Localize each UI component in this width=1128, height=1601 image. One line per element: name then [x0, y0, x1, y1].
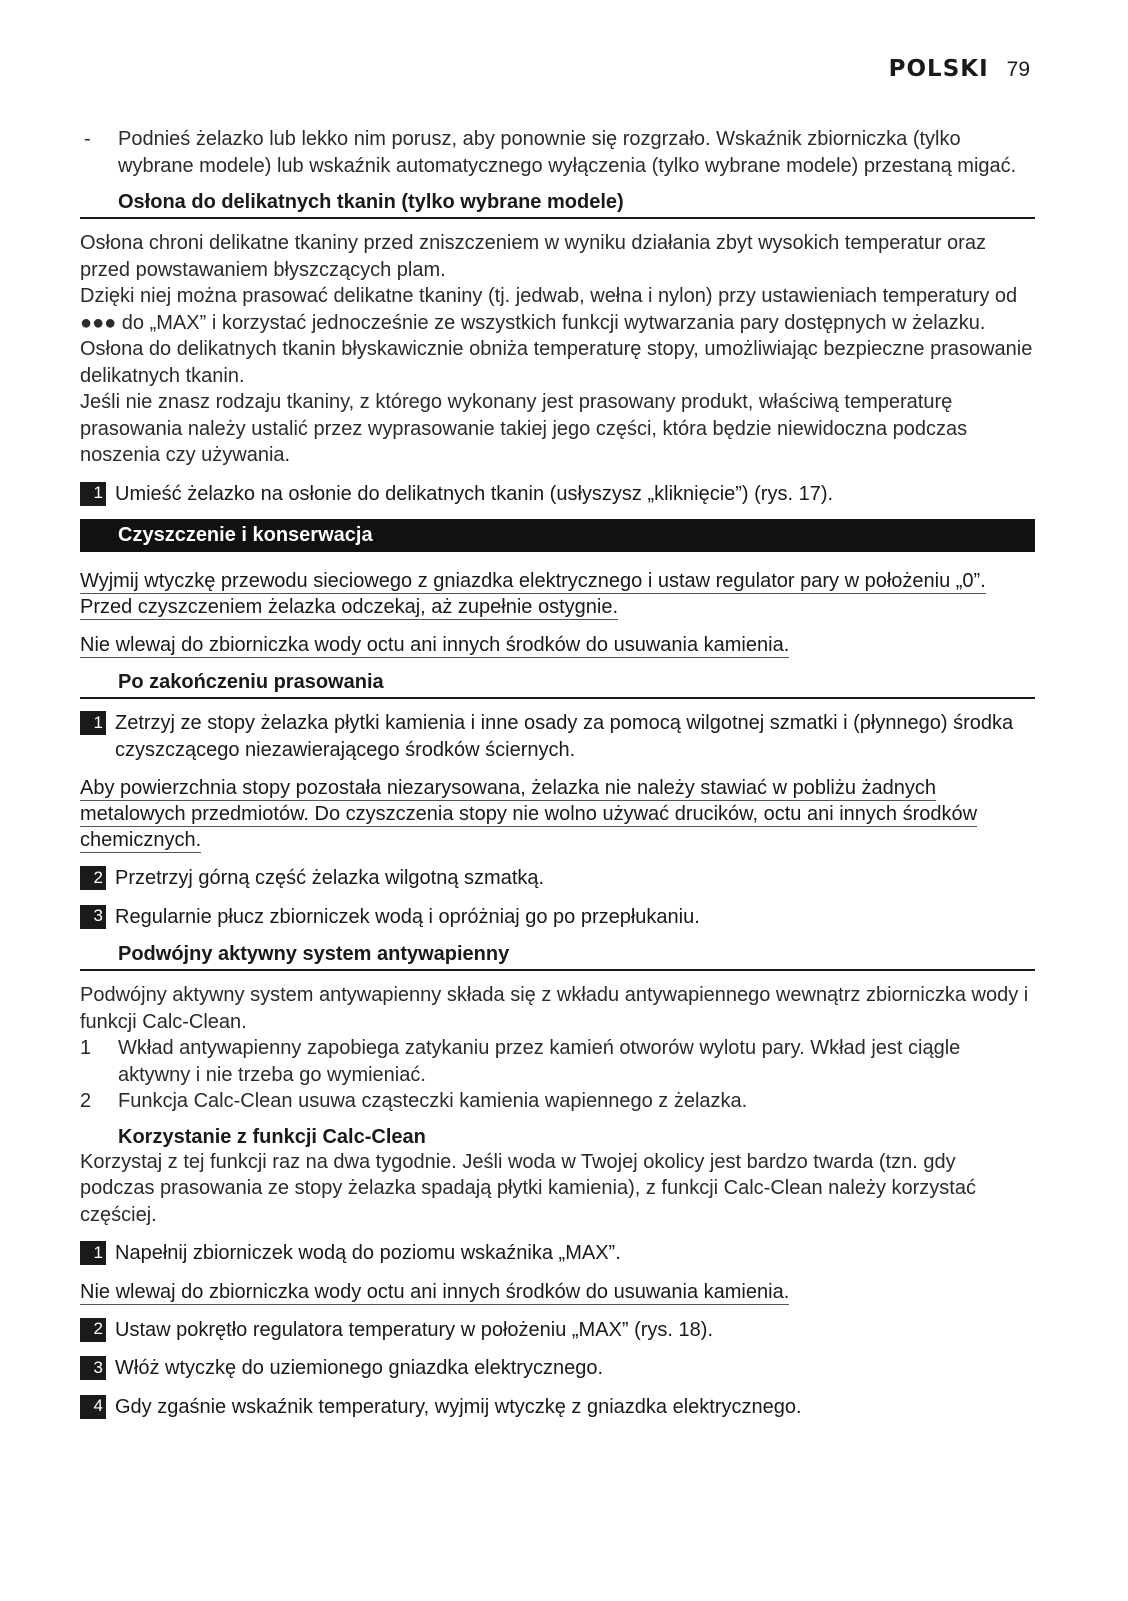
step-number-badge: 3 [80, 905, 106, 929]
cleaning-warning-vinegar [80, 632, 1035, 658]
step-text: Ustaw pokrętło regulatora temperatury w położeniu „MAX” (rys. 18). [115, 1318, 714, 1341]
step-text: Regularnie płucz zbiorniczek wodą i opróżniaj go po przepłukaniu. [115, 905, 700, 928]
after-ironing-step-3 [80, 904, 1035, 931]
step-text: Zetrzyj ze stopy żelazka płytki kamienia i inne osady za pomocą wilgotnej szmatki i (płynnego) środka czyszczącego niezawierającego środków ściernych. [115, 712, 1014, 761]
calc-clean-heading: Korzystanie z funkcji Calc-Clean [118, 1125, 426, 1148]
list-item-text: Funkcja Calc-Clean usuwa cząsteczki kamienia wapiennego z żelazka. [118, 1090, 748, 1112]
step-number-badge: 2 [80, 866, 106, 890]
list-item-number: 2 [80, 1090, 92, 1112]
calc-clean-step-3 [80, 1355, 1035, 1382]
calc-clean-intro: Korzystaj z tej funkcji raz na dwa tygodnie. Jeśli woda w Twojej okolicy jest bardzo twarda (tzn. gdy podczas prasowania ze stopy żelazka spadają płytki kamienia), z funkcji Calc-Clean należy korzystać częściej. [80, 1150, 976, 1226]
step-number-badge: 4 [80, 1395, 106, 1419]
language-label: POLSKI [888, 56, 989, 82]
dash-marker: - [84, 128, 91, 150]
anticalc-list [80, 1035, 1035, 1115]
step-text: Gdy zgaśnie wskaźnik temperatury, wyjmij wtyczkę z gniazdka elektrycznego. [115, 1395, 802, 1418]
after-ironing-step-2 [80, 865, 1035, 892]
after-ironing-step-1 [80, 710, 1035, 763]
step-text: Włóż wtyczkę do uziemionego gniazdka elektrycznego. [115, 1357, 604, 1379]
warning-text: Nie wlewaj do zbiorniczka wody octu ani innych środków do usuwania kamienia. [80, 1280, 790, 1303]
step-number-badge: 1 [80, 711, 106, 735]
cleaning-section-title: Czyszczenie i konserwacja [80, 519, 1035, 552]
page-number: 79 [1006, 58, 1030, 81]
page-content [80, 126, 1035, 1432]
warning-text: Aby powierzchnia stopy pozostała niezarysowana, żelazka nie należy stawiać w pobliżu żadnych metalowych przedmiotów. Do czyszczenia stopy nie wolno używać drucików, octu ani innych środków chemicznych. [80, 777, 978, 851]
calc-clean-step-2 [80, 1317, 1035, 1344]
delicate-paragraph: Dzięki niej można prasować delikatne tkaniny (tj. jedwab, wełna i nylon) przy ustawieniach temperatury od ●●● do „MAX” i korzystać jednocześnie ze wszystkich funkcji wytwarzania pary dostępnych w żelazku. [80, 285, 1018, 334]
step-number-badge: 2 [80, 1318, 106, 1342]
intro-dash-item [80, 126, 1035, 179]
delicate-step-1 [80, 481, 1035, 508]
list-item [80, 1035, 1035, 1088]
cleaning-warning-unplug [80, 568, 1035, 620]
list-item [80, 1088, 1035, 1115]
after-ironing-heading: Po zakończeniu prasowania [80, 670, 1035, 699]
calc-clean-warning [80, 1279, 1035, 1305]
dash-text: Podnieś żelazko lub lekko nim porusz, aby ponownie się rozgrzało. Wskaźnik zbiorniczka (tylko wybrane modele) lub wskaźnik automatycznego wyłączenia (tylko wybrane modele) przestaną migać. [118, 128, 1017, 177]
anticalc-intro: Podwójny aktywny system antywapienny składa się z wkładu antywapiennego wewnątrz zbiorniczka wody i funkcji Calc-Clean. [80, 984, 1029, 1033]
soleplate-warning [80, 775, 1035, 853]
step-text: Umieść żelazko na osłonie do delikatnych tkanin (usłyszysz „kliknięcie”) (rys. 17). [115, 482, 834, 505]
delicate-paragraph: Osłona do delikatnych tkanin błyskawicznie obniża temperaturę stopy, umożliwiając bezpieczne prasowanie delikatnych tkanin. [80, 338, 1033, 387]
delicate-description [80, 230, 1035, 469]
warning-text: Nie wlewaj do zbiorniczka wody octu ani innych środków do usuwania kamienia. [80, 634, 790, 656]
delicate-heading: Osłona do delikatnych tkanin (tylko wybrane modele) [80, 190, 1035, 219]
step-number-badge: 1 [80, 482, 106, 506]
step-text: Przetrzyj górną część żelazka wilgotną szmatką. [115, 867, 545, 889]
list-item-number: 1 [80, 1037, 92, 1059]
warning-text: Wyjmij wtyczkę przewodu sieciowego z gniazdka elektrycznego i ustaw regulator pary w położeniu „0”. Przed czyszczeniem żelazka odczekaj, aż zupełnie ostygnie. [80, 570, 986, 618]
step-number-badge: 3 [80, 1356, 106, 1380]
delicate-paragraph: Osłona chroni delikatne tkaniny przed zniszczeniem w wyniku działania zbyt wysokich temperatur oraz przed powstawaniem błyszczących plam. [80, 232, 986, 281]
step-number-badge: 1 [80, 1241, 106, 1265]
calc-clean-step-1 [80, 1240, 1035, 1267]
anticalc-heading: Podwójny aktywny system antywapienny [80, 942, 1035, 971]
delicate-paragraph: Jeśli nie znasz rodzaju tkaniny, z którego wykonany jest prasowany produkt, właściwą temperaturę prasowania należy ustalić przez wyprasowanie takiej jego części, która będzie niewidoczna podczas noszenia czy używania. [80, 391, 968, 466]
step-text: Napełnij zbiorniczek wodą do poziomu wskaźnika „MAX”. [115, 1242, 621, 1264]
page-header [889, 56, 1030, 82]
calc-clean-step-4 [80, 1394, 1035, 1421]
list-item-text: Wkład antywapienny zapobiega zatykaniu przez kamień otworów wylotu pary. Wkład jest ciągle aktywny i nie trzeba go wymieniać. [118, 1037, 961, 1086]
